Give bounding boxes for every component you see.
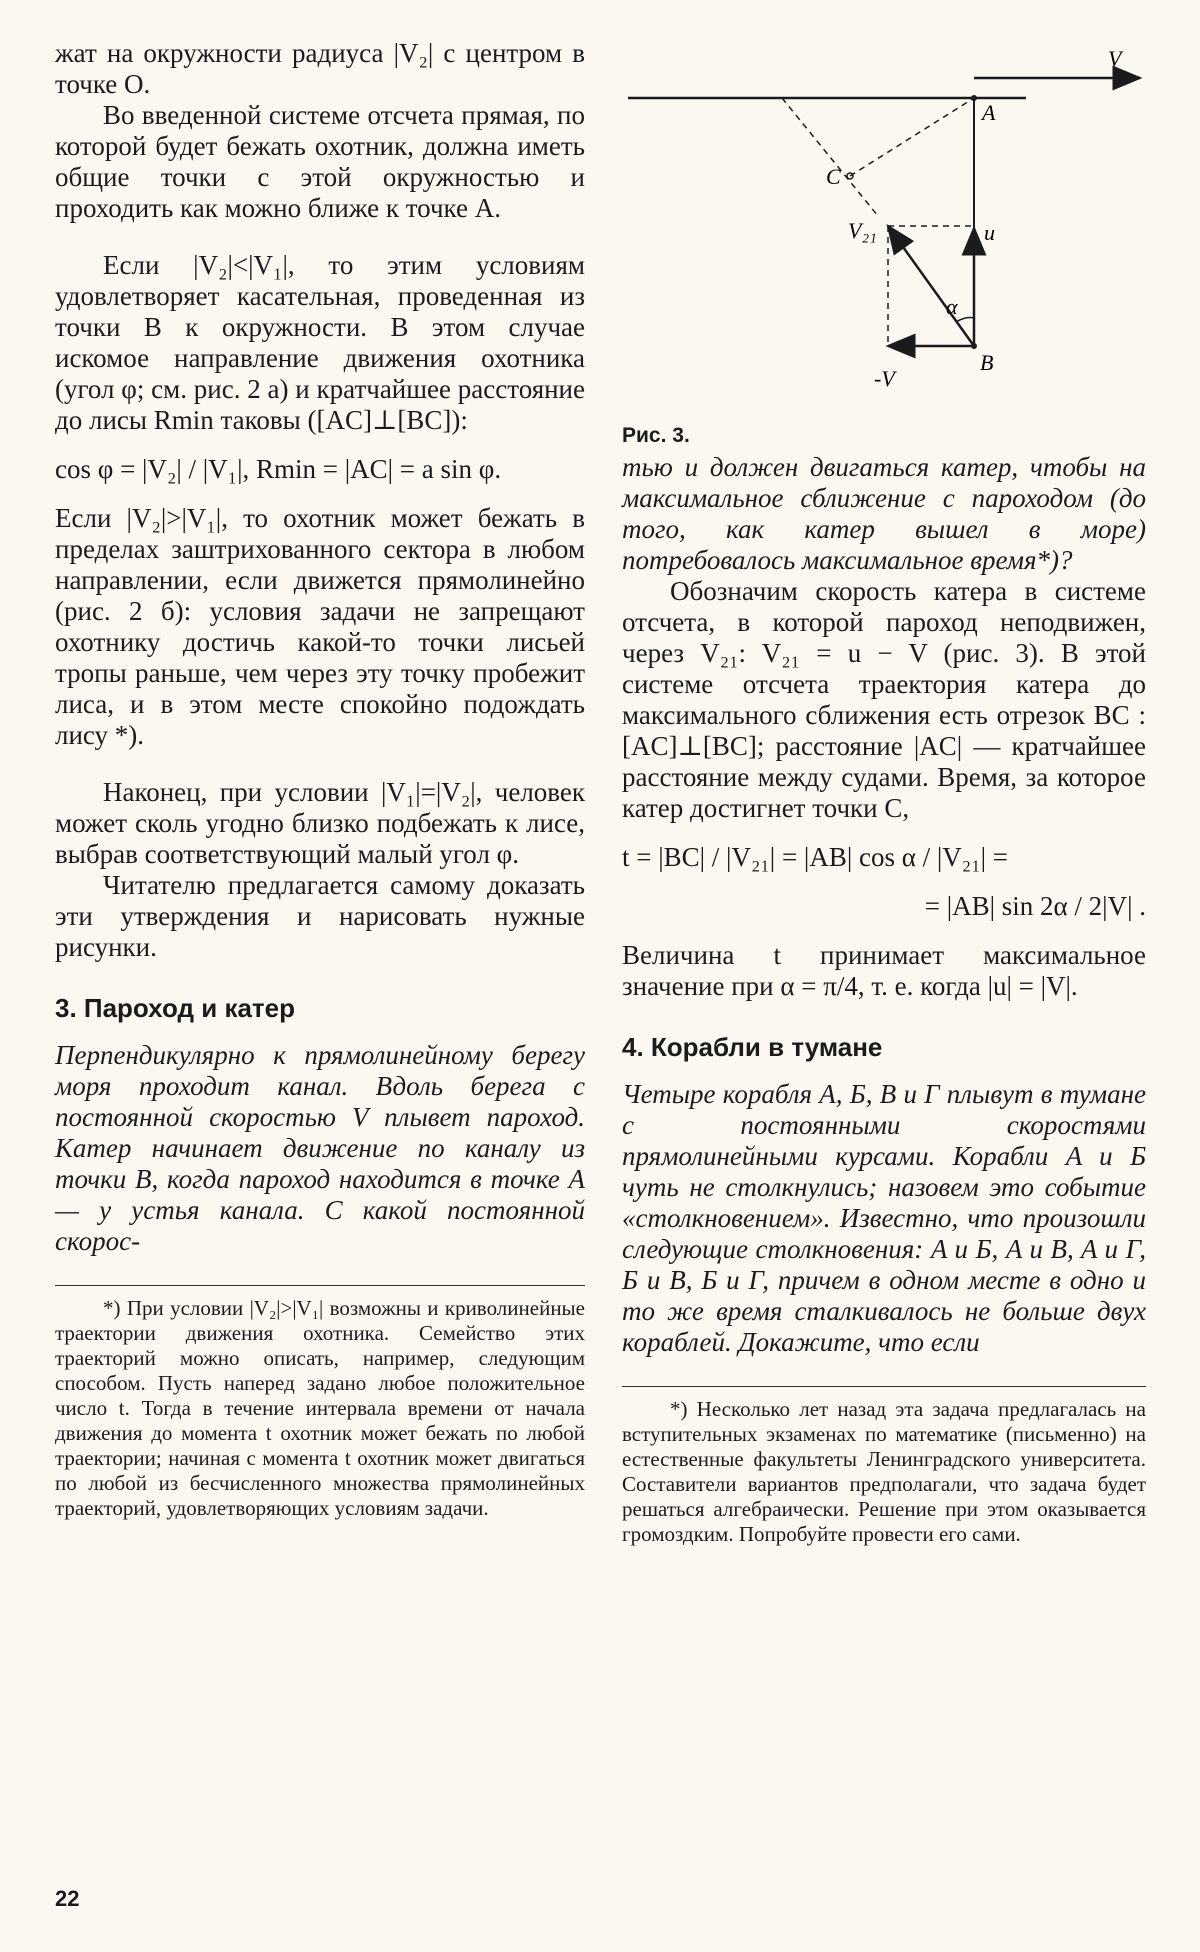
left-paragraph-5: Наконец, при условии |V₁|=|V₂|, человек может сколь угодно близко подбежать к лисе, выбрав соответствующий малый угол φ. [55,777,585,869]
label-a: A [982,100,996,125]
problem-4-text: Четыре корабля A, Б, B и Г плывут в тумане с постоянными скоростями прямолинейными курсами. Корабли A и Б чуть не столкнулись; назовем это событие «столкновением». Известно, что произошли следующие столкновения: A и Б, A и B, A и Г, Б и B, Б и Г, причем в одном месте в одно и то же время сталкивалось не больше двух кораблей. Докажите, что если [622,1079,1146,1357]
problem-3-continued: тью u должен двигаться катер, чтобы на максимальное сближение с пароходом (до того, как катер вышел в море) потребовалось максимальное время*)? [622,452,1146,575]
dashed-bc-extension [782,98,878,216]
right-paragraph-1: Обозначим скорость катера в системе отсчета, в которой пароход неподвижен, через V₂₁: V₂₁ = u − V (рис. 3). В этой системе отсчета траектория катера до максимального сближения есть отрезок BC : [AC]⊥[BC]; расстояние |AC| — кратчайшее расстояние между судами. Время, за которое катер достигнет точки C, [622,576,1146,823]
point-a [971,95,977,101]
page-number: 22 [55,1886,80,1911]
label-c: C [826,164,841,189]
right-column [622,38,1146,1547]
right-footnote [622,1397,1146,1547]
label-minus-v: -V [874,366,895,391]
vector-v21-arrow [888,226,974,346]
left-paragraph-1: жат на окружности радиуса |V₂| с центром в точке O. [55,38,585,99]
left-paragraph-2: Во введенной системе отсчета прямая, по которой будет бежать охотник, должна иметь общие точки с этой окружностью и проходить как можно ближе к точке A. [55,100,585,223]
problem-3-text: Перпендикулярно к прямолинейному берегу моря проходит канал. Вдоль берега с постоянной скоростью V плывет пароход. Катер начинает движение по каналу из точки B, когда пароход находится в точке A — у устья канала. С какой постоянной скорос- [55,1040,585,1256]
label-v21: V₂₁ [848,218,877,243]
figure-3-diagram [622,38,1146,418]
right-footnote-text: *) Несколько лет назад эта задача предлагалась на вступительных экзаменах по математике (письменно) на естественные факультеты Ленинградского университета. Составители вариантов предполагали, что задача будет решаться алгебраически. Решение при этом оказывается громоздким. Попробуйте провести его сами. [622,1397,1146,1546]
angle-alpha-arc [956,318,974,323]
figure-3 [622,38,1146,447]
left-column [55,38,585,1521]
label-alpha: α [946,294,958,319]
label-u: u [984,220,995,245]
dashed-ac [850,98,974,176]
label-v: V [1108,46,1122,71]
left-footnote [55,1296,585,1521]
left-footnote-text: *) При условии |V₂|>|V₁| возможны и криволинейные траектории движения охотника. Семейство этих траекторий можно описать, например, следующим способом. Пусть наперед задано любое положительное число t. Тогда в течение интервала времени от начала движения до момента t охотник может бежать по любой траектории; начиная с момента t охотник может двигаться по любой из бесчисленного множества прямолинейных траекторий, удовлетворяющих условиям задачи. [55,1296,585,1520]
left-paragraph-4: Если |V₂|>|V₁|, то охотник может бежать в пределах заштрихованного сектора в любом направлении, если движется прямолинейно (рис. 2 б): условия задачи не запрещают охотнику достичь какой-то точки лисьей тропы раньше, чем через эту точку пробежит лиса, и в этом месте спокойно подождать лису *). [55,503,585,750]
footnote-divider [622,1386,1146,1387]
section-4-heading: 4. Корабли в тумане [622,1032,883,1062]
formula-cos-phi: cos φ = |V₂| / |V₁|, Rmin = |AC| = a sin φ. [55,454,502,484]
formula-time-2: = |AB| sin 2α / 2|V| . [924,891,1146,921]
figure-3-caption: Рис. 3. [622,424,690,447]
formula-time-1: t = |BC| / |V₂₁| = |AB| cos α / |V₂₁| = [622,842,1008,872]
point-b [971,343,977,349]
label-b: B [980,350,994,375]
left-paragraph-3: Если |V₂|<|V₁|, то этим условиям удовлетворяет касательная, проведенная из точки B к окружности. В этом случае искомое направление движения охотника (угол φ; см. рис. 2 а) и кратчайшее расстояние до лисы Rmin таковы ([AC]⊥[BC]): [55,250,585,435]
right-paragraph-2: Величина t принимает максимальное значение при α = π/4, т. е. когда |u| = |V|. [622,940,1146,1001]
section-3-heading: 3. Пароход и катер [55,993,296,1023]
footnote-divider [55,1285,585,1286]
left-paragraph-6: Читателю предлагается самому доказать эти утверждения и нарисовать нужные рисунки. [55,870,585,962]
